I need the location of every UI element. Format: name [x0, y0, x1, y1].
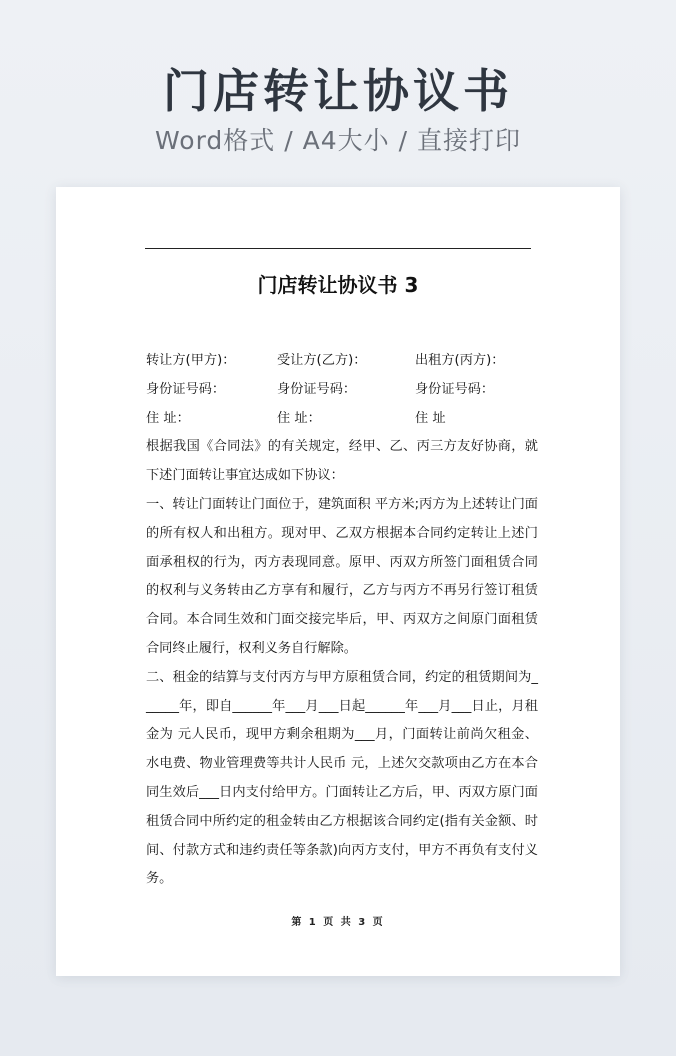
- banner-subtitle: Word格式 / A4大小 / 直接打印: [155, 126, 521, 155]
- lessor-label: 出租方(丙方)：: [415, 353, 505, 368]
- transferor-id-label: 身份证号码：: [146, 381, 226, 397]
- lessor-address-label: 住 址: [415, 410, 446, 426]
- document-title: 门店转让协议书 3: [257, 273, 419, 297]
- header-rule: [145, 248, 531, 249]
- transferee-id-label: 身份证号码：: [277, 381, 357, 397]
- document-body: [146, 347, 538, 894]
- banner-title: 门店转让协议书: [163, 64, 513, 118]
- document-page: [56, 187, 620, 976]
- lessor-id-label: 身份证号码：: [415, 381, 495, 397]
- page-number: 第 1 页 共 3 页: [291, 917, 385, 928]
- intro-paragraph: 根据我国《合同法》的有关规定，经甲、乙、丙三方友好协商，就下述门面转让事宜达成如下协议：: [146, 439, 538, 484]
- clause-2-paragraph: 二、租金的结算与支付丙方与甲方原租赁合同，约定的租赁期间为______年，即自______年___月___日起______年___月___日止，月租金为 元人民币，现甲方剩余租期为___月，门面转让前尚欠租金、水电费、物业管理费等共计人民币 元，上述欠交款项由乙方在本合同生效后___日内支付给甲方。门面转让乙方后，甲、丙双方原门面租赁合同中所约定的租金转由乙方根据该合同约定(指有关金额、时间、付款方式和违约责任等条款)向丙方支付，甲方不再负有支付义务。: [146, 669, 538, 887]
- party-row-id-number: [146, 376, 538, 405]
- banner: [0, 62, 676, 158]
- party-row-role: [146, 347, 538, 376]
- transferor-address-label: 住 址：: [146, 410, 190, 426]
- party-row-address: [146, 405, 538, 434]
- transferee-address-label: 住 址：: [277, 410, 321, 426]
- clause-1-paragraph: 一、转让门面转让门面位于，建筑面积 平方米;丙方为上述转让门面的所有权人和出租方。现对甲、乙双方根据本合同约定转让上述门面承租权的行为，丙方表现同意。原甲、丙双方所签门面租赁合同的权利与义务转由乙方享有和履行，乙方与丙方不再另行签订租赁合同。本合同生效和门面交接完毕后，甲、丙双方之间原门面租赁合同终止履行，权利义务自行解除。: [146, 496, 538, 656]
- transferee-label: 受让方(乙方)：: [277, 353, 367, 368]
- transferor-label: 转让方(甲方)：: [146, 353, 236, 368]
